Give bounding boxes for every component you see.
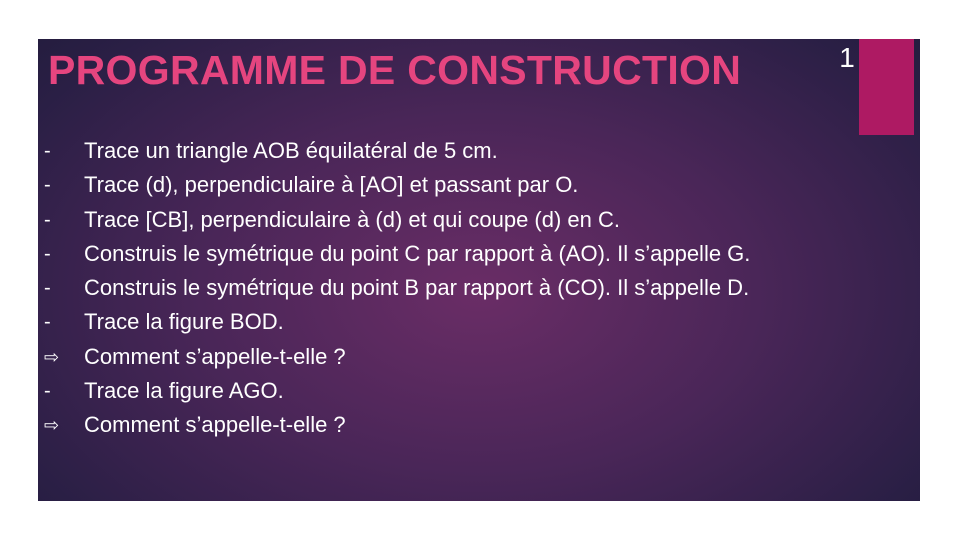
dash-bullet: -	[44, 174, 51, 197]
arrow-right-icon: ⇨	[44, 415, 60, 436]
list-item-text: Comment s’appelle-t-elle ?	[84, 343, 346, 369]
list-item-text: Construis le symétrique du point B par rapport à (CO). Il s’appelle D.	[84, 275, 750, 301]
dash-bullet: -	[44, 380, 51, 403]
instruction-list	[44, 134, 910, 443]
list-item-text: Trace la figure AGO.	[84, 378, 284, 404]
list-item	[44, 134, 910, 168]
dash-bullet: -	[44, 242, 51, 265]
list-item-text: Trace [CB], perpendiculaire à (d) et qui coupe (d) en C.	[84, 206, 621, 232]
list-item	[44, 374, 910, 408]
dash-bullet: -	[44, 311, 51, 334]
list-item	[44, 305, 910, 339]
list-item	[44, 168, 910, 202]
list-item	[44, 237, 910, 271]
dash-bullet: -	[44, 208, 51, 231]
list-item-text: Trace la figure BOD.	[84, 309, 284, 335]
list-item	[44, 203, 910, 237]
list-item-text: Trace (d), perpendiculaire à [AO] et passant par O.	[84, 172, 579, 198]
list-item	[44, 340, 910, 374]
list-item	[44, 271, 910, 305]
slide-title: PROGRAMME DE CONSTRUCTION	[48, 47, 742, 93]
list-item	[44, 408, 910, 442]
dash-bullet: -	[44, 140, 51, 162]
accent-bar	[859, 39, 914, 135]
slide-number: 1	[839, 42, 855, 73]
dash-bullet: -	[44, 277, 51, 300]
list-item-text: Comment s’appelle-t-elle ?	[84, 412, 346, 438]
arrow-right-icon: ⇨	[44, 346, 60, 367]
list-item-text: Trace un triangle AOB équilatéral de 5 cm.	[84, 138, 498, 163]
list-item-text: Construis le symétrique du point C par rapport à (AO). Il s’appelle G.	[84, 240, 751, 266]
